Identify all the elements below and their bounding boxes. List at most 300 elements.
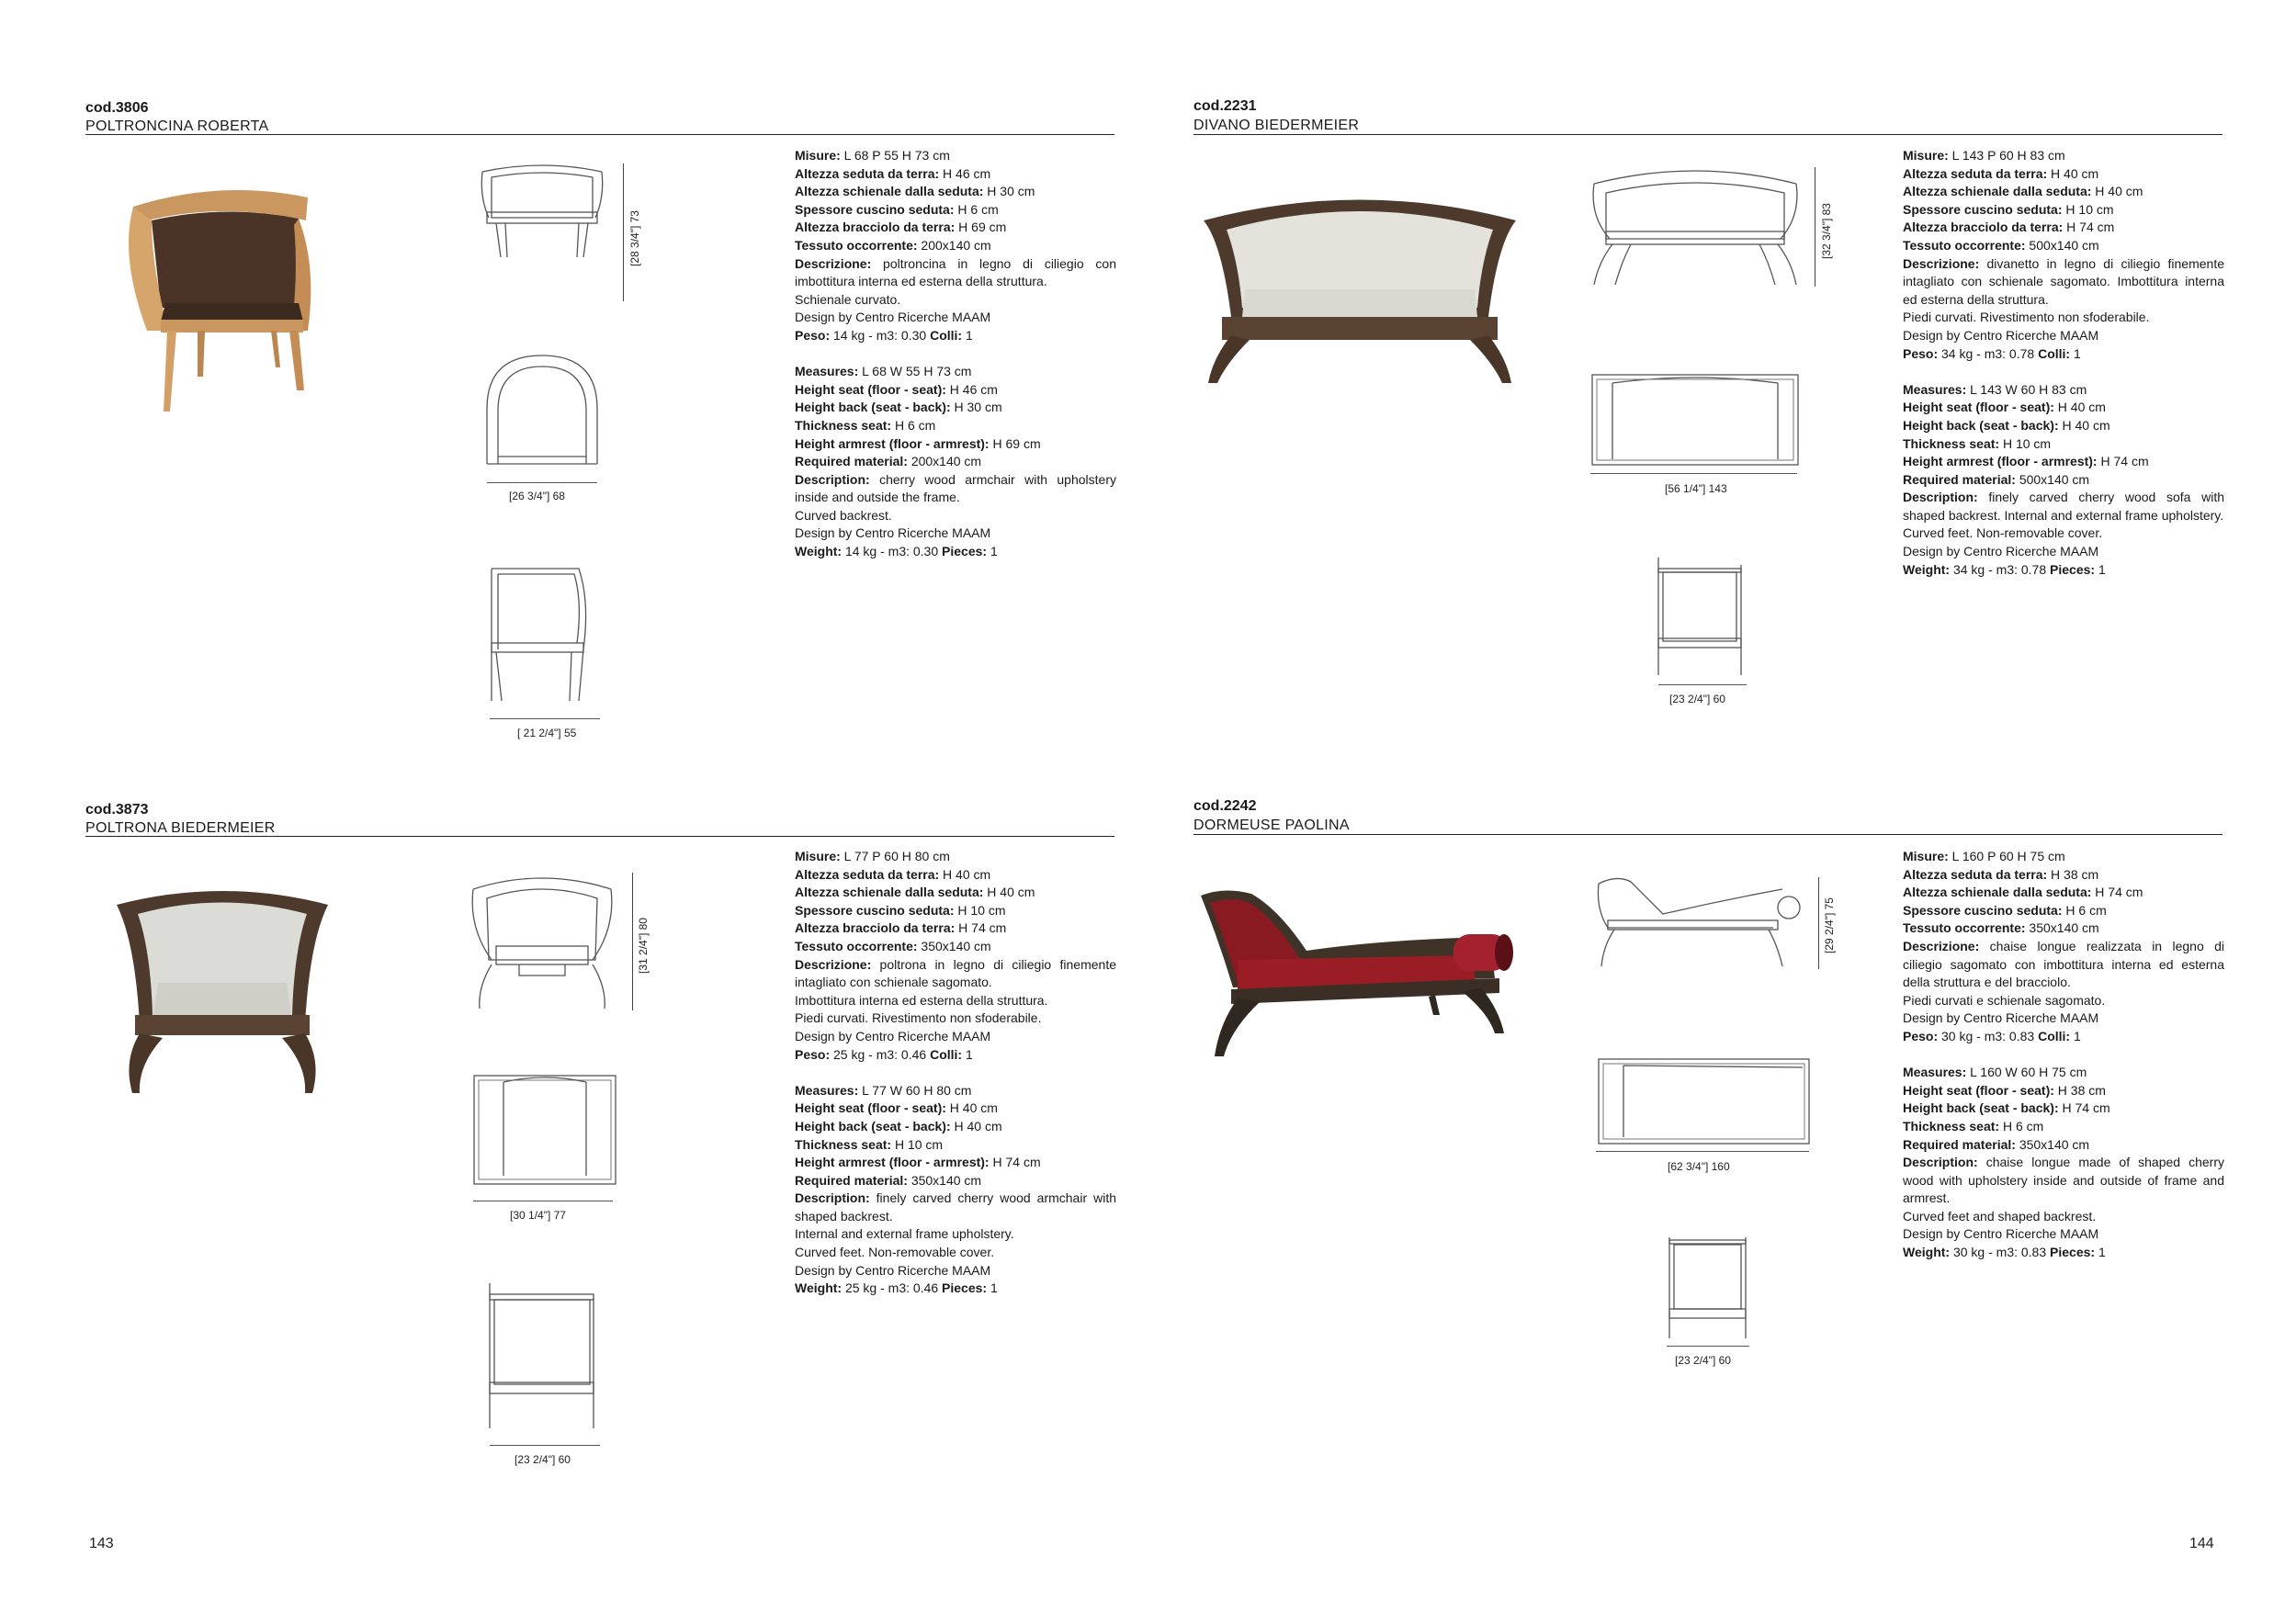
spec-line <box>1903 1064 2224 1082</box>
spec-key: Weight: <box>795 1280 843 1296</box>
spec-line <box>1903 255 2224 310</box>
spec-key: Spessore cuscino seduta: <box>795 201 955 217</box>
spec-value: H 74 cm <box>955 920 1007 936</box>
spec-english <box>795 1082 1116 1298</box>
product-name: POLTRONCINA ROBERTA <box>85 118 269 134</box>
spec-value: H 74 cm <box>2063 220 2115 235</box>
spec-line <box>795 1154 1116 1172</box>
spec-value: 350x140 cm <box>907 1172 982 1188</box>
spec-key: Descrizione: <box>795 255 872 271</box>
spec-line <box>795 399 1116 417</box>
spec-value: H 40 cm <box>983 885 1035 900</box>
spec-key: Descrizione: <box>1903 255 1980 271</box>
spec-key: Altezza schienale dalla seduta: <box>795 885 984 900</box>
spec-line <box>795 165 1116 184</box>
spec-line <box>1903 1244 2224 1262</box>
spec-key: Height back (seat - back): <box>795 1118 951 1133</box>
spec-key: Altezza seduta da terra: <box>1903 165 2048 181</box>
spec-line <box>1903 381 2224 400</box>
spec-line <box>795 1280 1116 1298</box>
spec-english <box>795 363 1116 561</box>
spec-value: 30 kg - m3: 0.83 <box>1938 1028 2039 1043</box>
spec-value: 34 kg - m3: 0.78 <box>1938 345 2039 361</box>
spec-line <box>1903 524 2224 543</box>
width-dimension-label: [30 1/4"] 77 <box>510 1209 566 1222</box>
width-dimension-label: [62 3/4"] 160 <box>1668 1160 1730 1173</box>
spec-value: H 6 cm <box>891 417 936 433</box>
dimension-line <box>490 718 600 719</box>
spec-key: Tessuto occorrente: <box>1903 920 2026 936</box>
height-dimension-label: [28 3/4"] 73 <box>628 210 641 266</box>
spec-value: Curved feet. Non-removable cover. <box>795 1245 995 1260</box>
spec-key: Altezza schienale dalla seduta: <box>795 184 984 199</box>
spec-key: Colli: <box>930 327 963 343</box>
spec-line <box>1903 165 2224 184</box>
spec-english <box>1903 381 2224 580</box>
spec-key: Required material: <box>1903 1136 2016 1152</box>
spec-italian <box>795 147 1116 345</box>
spec-value: Design by Centro Ricerche MAAM <box>1903 1010 2099 1026</box>
spec-line <box>795 507 1116 525</box>
spec-key: Peso: <box>1903 345 1939 361</box>
dimension-line <box>487 482 597 483</box>
spec-key: Altezza schienale dalla seduta: <box>1903 184 2092 199</box>
spec-key: Spessore cuscino seduta: <box>795 902 955 918</box>
height-dimension-label: [32 3/4"] 83 <box>1820 203 1833 259</box>
spec-line <box>1903 919 2224 938</box>
spec-line <box>795 453 1116 471</box>
spec-line <box>795 237 1116 255</box>
spec-value: H 46 cm <box>939 165 991 181</box>
spec-key: Measures: <box>795 364 859 379</box>
divider <box>1193 134 2222 135</box>
spec-line <box>795 524 1116 543</box>
spec-line <box>795 471 1116 507</box>
spec-value: 14 kg - m3: 0.30 <box>842 544 943 559</box>
spec-value: L 77 P 60 H 80 cm <box>840 849 950 863</box>
spec-value: 1 <box>987 544 998 559</box>
product-name: DIVANO BIEDERMEIER <box>1193 118 1360 133</box>
spec-value: H 40 cm <box>2047 165 2099 181</box>
spec-value: H 10 cm <box>1999 435 2052 451</box>
dimension-line <box>1667 1346 1749 1347</box>
spec-key: Height seat (floor - seat): <box>1903 1082 2054 1098</box>
spec-line <box>795 884 1116 902</box>
spec-value: H 10 cm <box>954 902 1006 918</box>
spec-line <box>795 938 1116 956</box>
spec-line <box>1903 1028 2224 1046</box>
spec-key: Height seat (floor - seat): <box>1903 400 2054 415</box>
spec-line <box>1903 183 2224 201</box>
spec-value: 1 <box>2070 1028 2081 1043</box>
spec-value: 30 kg - m3: 0.83 <box>1950 1245 2051 1260</box>
spec-line <box>1903 327 2224 345</box>
spec-value: H 40 cm <box>950 1118 1002 1133</box>
spec-value: divanetto in legno di ciliegio finemente intagliato con schienale sagomato. Imbottitura interna ed esterna della struttura. <box>1903 255 2224 307</box>
spec-key: Altezza bracciolo da terra: <box>795 220 956 235</box>
spec-line <box>795 1225 1116 1244</box>
spec-value: H 74 cm <box>2091 885 2143 900</box>
width-dimension-label: [56 1/4"] 143 <box>1665 482 1727 495</box>
spec-value: Curved feet. Non-removable cover. <box>1903 525 2103 541</box>
side-view-drawing <box>1665 1235 1752 1341</box>
dimension-line <box>623 164 624 301</box>
spec-key: Descrizione: <box>795 956 872 972</box>
product-code: cod.2242 <box>1193 798 1257 814</box>
product-code: cod.2231 <box>1193 98 1257 114</box>
front-view-drawing <box>1594 873 1805 969</box>
spec-key: Height armrest (floor - armrest): <box>795 435 990 451</box>
spec-line <box>1903 992 2224 1010</box>
spec-line <box>1903 1082 2224 1100</box>
spec-key: Measures: <box>1903 1065 1967 1080</box>
spec-key: Altezza bracciolo da terra: <box>1903 220 2064 235</box>
depth-dimension-label: [23 2/4"] 60 <box>515 1453 571 1466</box>
spec-value: finely carved cherry wood sofa with shaped backrest. Internal and external frame upholstery. <box>1903 490 2224 523</box>
spec-line <box>795 543 1116 561</box>
divider <box>85 134 1114 135</box>
spec-line <box>1903 471 2224 490</box>
spec-line <box>795 1244 1116 1262</box>
spec-line <box>795 1046 1116 1065</box>
side-view-drawing <box>485 1281 600 1433</box>
spec-value: H 74 cm <box>2097 454 2149 469</box>
spec-line <box>795 902 1116 920</box>
spec-line <box>795 309 1116 327</box>
front-view-drawing <box>469 873 616 1010</box>
spec-value: H 40 cm <box>2058 417 2110 433</box>
spec-line <box>1903 561 2224 580</box>
spec-key: Misure: <box>1903 849 1949 863</box>
spec-value: poltroncina in legno di ciliegio con imbottitura interna ed esterna della struttura. <box>795 255 1116 289</box>
spec-italian <box>1903 147 2224 363</box>
spec-key: Pieces: <box>942 1280 988 1296</box>
spec-line <box>795 1028 1116 1046</box>
spec-key: Peso: <box>795 327 831 343</box>
spec-line <box>1903 309 2224 327</box>
spec-value: 350x140 cm <box>917 938 991 953</box>
height-dimension-label: [29 2/4"] 75 <box>1823 897 1836 953</box>
spec-line <box>795 1118 1116 1136</box>
spec-italian <box>795 848 1116 1064</box>
spec-block <box>1903 848 2224 1262</box>
spec-line <box>795 992 1116 1010</box>
spec-line <box>795 1100 1116 1118</box>
top-view-drawing <box>1596 1056 1812 1148</box>
spec-line <box>1903 219 2224 237</box>
spec-key: Weight: <box>795 544 843 559</box>
spec-line <box>1903 1225 2224 1244</box>
spec-value: finely carved cherry wood armchair with shaped backrest. <box>795 1190 1116 1224</box>
spec-value: L 160 P 60 H 75 cm <box>1948 849 2065 863</box>
spec-value: L 143 P 60 H 83 cm <box>1948 148 2065 163</box>
spec-line <box>795 866 1116 885</box>
spec-value: Design by Centro Ricerche MAAM <box>1903 1226 2099 1242</box>
height-dimension-label: [31 2/4"] 80 <box>637 918 650 974</box>
spec-value: Internal and external frame upholstery. <box>795 1226 1014 1242</box>
spec-key: Tessuto occorrente: <box>795 938 918 953</box>
sofa-photo <box>1194 188 1525 390</box>
spec-value: Design by Centro Ricerche MAAM <box>795 525 991 541</box>
spec-key: Peso: <box>1903 1028 1939 1043</box>
spec-value: Schienale curvato. <box>795 291 901 307</box>
spec-key: Height armrest (floor - armrest): <box>1903 454 2098 469</box>
spec-line <box>795 919 1116 938</box>
spec-value: H 69 cm <box>989 435 1041 451</box>
spec-key: Thickness seat: <box>1903 435 2000 451</box>
spec-key: Pieces: <box>942 544 988 559</box>
divider <box>1193 834 2222 835</box>
spec-key: Required material: <box>1903 471 2016 487</box>
spec-line <box>1903 1100 2224 1118</box>
depth-dimension-label: [23 2/4"] 60 <box>1669 693 1725 705</box>
spec-value: 1 <box>2070 345 2081 361</box>
spec-value: L 77 W 60 H 80 cm <box>858 1082 972 1098</box>
spec-key: Description: <box>795 471 870 487</box>
spec-value: L 68 P 55 H 73 cm <box>840 148 950 163</box>
depth-dimension-label: [ 21 2/4"] 55 <box>517 727 577 739</box>
spec-key: Altezza seduta da terra: <box>795 866 940 882</box>
spec-value: 34 kg - m3: 0.78 <box>1950 561 2051 577</box>
spec-value: Piedi curvati e schienale sagomato. <box>1903 992 2106 1008</box>
spec-value: Design by Centro Ricerche MAAM <box>1903 327 2099 343</box>
spec-line <box>1903 866 2224 885</box>
spec-line <box>795 1082 1116 1100</box>
spec-key: Description: <box>1903 490 1978 505</box>
dimension-line <box>1596 1151 1809 1152</box>
spec-key: Pieces: <box>2050 561 2096 577</box>
spec-value: H 6 cm <box>2062 902 2107 918</box>
spec-key: Height back (seat - back): <box>1903 417 2059 433</box>
spec-value: 500x140 cm <box>2015 471 2090 487</box>
spec-key: Description: <box>795 1190 870 1206</box>
spec-key: Peso: <box>795 1046 831 1062</box>
spec-value: Design by Centro Ricerche MAAM <box>795 1262 991 1278</box>
spec-key: Height seat (floor - seat): <box>795 381 946 397</box>
spec-key: Height seat (floor - seat): <box>795 1100 946 1116</box>
top-view-drawing <box>478 354 606 473</box>
dimension-line <box>632 873 633 1010</box>
spec-line <box>1903 884 2224 902</box>
spec-line <box>1903 399 2224 417</box>
spec-key: Misure: <box>795 849 841 863</box>
spec-value: 500x140 cm <box>2025 237 2099 253</box>
spec-key: Height back (seat - back): <box>795 400 951 415</box>
spec-value: H 6 cm <box>1999 1118 2044 1133</box>
spec-line <box>795 1009 1116 1028</box>
spec-key: Measures: <box>795 1082 859 1098</box>
spec-value: H 30 cm <box>950 400 1002 415</box>
spec-value: Design by Centro Ricerche MAAM <box>795 1028 991 1043</box>
dimension-line <box>1658 684 1747 685</box>
spec-value: 350x140 cm <box>2025 920 2099 936</box>
spec-value: 14 kg - m3: 0.30 <box>830 327 931 343</box>
spec-value: 25 kg - m3: 0.46 <box>842 1280 943 1296</box>
top-view-drawing <box>471 1073 618 1188</box>
spec-value: 1 <box>2095 1245 2106 1260</box>
spec-line <box>795 201 1116 220</box>
spec-line <box>1903 147 2224 165</box>
spec-line <box>1903 1136 2224 1155</box>
spec-block <box>795 147 1116 561</box>
spec-value: H 74 cm <box>2058 1100 2110 1116</box>
spec-line <box>795 327 1116 345</box>
spec-value: cherry wood armchair with upholstery inside and outside the frame. <box>795 471 1116 505</box>
dimension-line <box>1590 473 1797 474</box>
spec-value: chaise longue realizzata in legno di ciliegio sagomato con imbottitura interna ed esterna della struttura e del bracciolo. <box>1903 938 2224 990</box>
spec-key: Altezza seduta da terra: <box>795 165 940 181</box>
spec-value: Piedi curvati. Rivestimento non sfoderabile. <box>1903 310 2150 325</box>
spec-key: Tessuto occorrente: <box>1903 237 2026 253</box>
product-code: cod.3806 <box>85 100 149 116</box>
spec-key: Thickness seat: <box>795 417 892 433</box>
spec-value: chaise longue made of shaped cherry wood with upholstery inside and outside of frame and armrest. <box>1903 1155 2224 1206</box>
spec-key: Colli: <box>2038 1028 2071 1043</box>
spec-key: Thickness seat: <box>1903 1118 2000 1133</box>
spec-line <box>1903 453 2224 471</box>
spec-value: H 40 cm <box>2053 400 2106 415</box>
spec-key: Colli: <box>2038 345 2071 361</box>
spec-value: H 40 cm <box>2091 184 2143 199</box>
armchair-photo <box>124 184 322 413</box>
spec-line <box>795 255 1116 291</box>
spec-value: L 143 W 60 H 83 cm <box>1966 381 2087 397</box>
spec-line <box>1903 902 2224 920</box>
dimension-line <box>1818 877 1819 969</box>
spec-value: H 38 cm <box>2047 866 2099 882</box>
spec-key: Misure: <box>795 148 841 163</box>
spec-value: H 38 cm <box>2053 1082 2106 1098</box>
spec-key: Required material: <box>795 1172 908 1188</box>
spec-line <box>1903 1118 2224 1136</box>
spec-line <box>795 381 1116 400</box>
spec-line <box>1903 938 2224 992</box>
front-view-drawing <box>478 161 606 262</box>
spec-key: Height back (seat - back): <box>1903 1100 2059 1116</box>
spec-key: Colli: <box>930 1046 963 1062</box>
spec-line <box>795 363 1116 381</box>
spec-value: L 68 W 55 H 73 cm <box>858 364 972 379</box>
spec-value: Design by Centro Ricerche MAAM <box>795 310 991 325</box>
spec-key: Weight: <box>1903 561 1951 577</box>
divider <box>85 836 1114 837</box>
spec-value: H 40 cm <box>939 866 991 882</box>
spec-value: H 46 cm <box>945 381 998 397</box>
spec-key: Spessore cuscino seduta: <box>1903 201 2063 217</box>
spec-line <box>1903 848 2224 866</box>
spec-value: Curved feet and shaped backrest. <box>1903 1208 2097 1224</box>
spec-value: poltrona in legno di ciliegio finemente intagliato con schienale sagomato. <box>795 956 1116 990</box>
spec-line <box>1903 237 2224 255</box>
page-number-left: 143 <box>89 1536 114 1551</box>
spec-key: Thickness seat: <box>795 1136 892 1152</box>
spec-key: Spessore cuscino seduta: <box>1903 902 2063 918</box>
spec-line <box>1903 417 2224 435</box>
spec-line <box>1903 1009 2224 1028</box>
spec-line <box>1903 489 2224 524</box>
spec-line <box>795 956 1116 992</box>
spec-key: Required material: <box>795 454 908 469</box>
spec-key: Pieces: <box>2050 1245 2096 1260</box>
spec-value: H 30 cm <box>983 184 1035 199</box>
spec-line <box>795 1190 1116 1225</box>
spec-value: 1 <box>2095 561 2106 577</box>
spec-line <box>795 435 1116 454</box>
spec-english <box>1903 1064 2224 1262</box>
spec-key: Altezza bracciolo da terra: <box>795 920 956 936</box>
spec-value: L 160 W 60 H 75 cm <box>1966 1065 2087 1080</box>
spec-block <box>1903 147 2224 579</box>
spec-value: 1 <box>987 1280 998 1296</box>
spec-value: H 6 cm <box>954 201 999 217</box>
armchair-photo <box>112 886 333 1098</box>
spec-line <box>795 417 1116 435</box>
width-dimension-label: [26 3/4"] 68 <box>509 490 565 502</box>
spec-value: H 69 cm <box>955 220 1007 235</box>
spec-value: 1 <box>962 1046 973 1062</box>
top-view-drawing <box>1589 372 1801 468</box>
spec-key: Altezza schienale dalla seduta: <box>1903 885 2092 900</box>
spec-block <box>795 848 1116 1298</box>
side-view-drawing <box>487 565 597 703</box>
spec-italian <box>1903 848 2224 1046</box>
page-number-right: 144 <box>2189 1536 2214 1551</box>
spec-line <box>1903 201 2224 220</box>
spec-value: Piedi curvati. Rivestimento non sfoderabile. <box>795 1010 1042 1026</box>
spec-line <box>1903 1154 2224 1208</box>
depth-dimension-label: [23 2/4"] 60 <box>1675 1354 1731 1367</box>
spec-value: Design by Centro Ricerche MAAM <box>1903 544 2099 559</box>
spec-line <box>1903 1208 2224 1226</box>
spec-value: 1 <box>962 327 973 343</box>
spec-line <box>795 848 1116 866</box>
spec-key: Tessuto occorrente: <box>795 237 918 253</box>
spec-value: 200x140 cm <box>907 454 982 469</box>
spec-value: H 10 cm <box>891 1136 944 1152</box>
spec-value: 350x140 cm <box>2015 1136 2090 1152</box>
front-view-drawing <box>1589 165 1801 289</box>
spec-line <box>1903 435 2224 454</box>
spec-key: Altezza seduta da terra: <box>1903 866 2048 882</box>
spec-value: H 40 cm <box>945 1100 998 1116</box>
product-code: cod.3873 <box>85 802 149 818</box>
chaise-longue-photo <box>1196 886 1522 1061</box>
spec-value: Imbottitura interna ed esterna della struttura. <box>795 992 1048 1008</box>
spec-value: 200x140 cm <box>917 237 991 253</box>
spec-key: Weight: <box>1903 1245 1951 1260</box>
spec-line <box>795 1136 1116 1155</box>
spec-value: Curved backrest. <box>795 507 892 523</box>
spec-line <box>795 219 1116 237</box>
spec-key: Description: <box>1903 1155 1978 1170</box>
spec-key: Height armrest (floor - armrest): <box>795 1155 990 1170</box>
spec-key: Misure: <box>1903 148 1949 163</box>
spec-line <box>795 183 1116 201</box>
spec-line <box>1903 345 2224 364</box>
spec-key: Descrizione: <box>1903 938 1980 953</box>
product-name: POLTRONA BIEDERMEIER <box>85 820 276 836</box>
dimension-line <box>490 1445 600 1446</box>
spec-line <box>795 1172 1116 1190</box>
spec-line <box>795 291 1116 310</box>
spec-line <box>795 1262 1116 1280</box>
spec-value: 25 kg - m3: 0.46 <box>830 1046 931 1062</box>
spec-value: H 10 cm <box>2062 201 2114 217</box>
product-name: DORMEUSE PAOLINA <box>1193 818 1350 833</box>
spec-line <box>1903 543 2224 561</box>
spec-key: Measures: <box>1903 381 1967 397</box>
spec-line <box>795 147 1116 165</box>
